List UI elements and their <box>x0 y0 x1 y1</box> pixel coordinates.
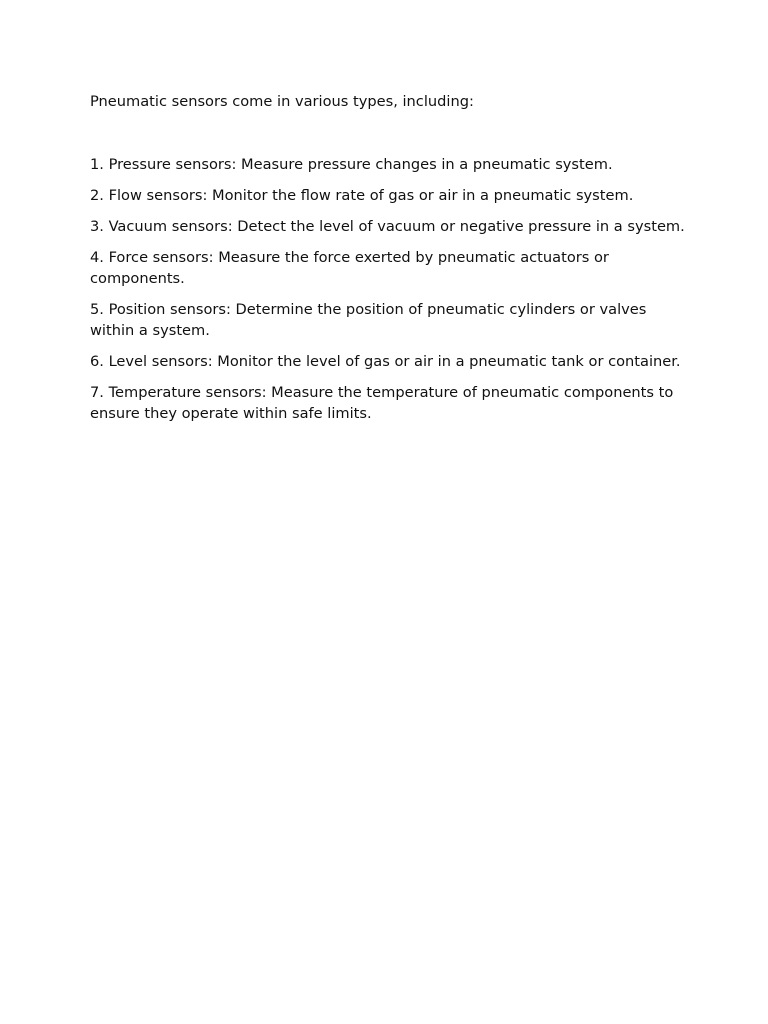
list-item-pressure-sensors: 1. Pressure sensors: Measure pressure changes in a pneumatic system. <box>90 156 613 173</box>
list-item-temperature-sensors: 7. Temperature sensors: Measure the temperature of pneumatic components to ensure they operate within safe limits. <box>90 384 674 422</box>
sensor-type-list <box>90 154 690 424</box>
intro-paragraph: Pneumatic sensors come in various types, including: <box>90 93 474 110</box>
list-item-force-sensors: 4. Force sensors: Measure the force exerted by pneumatic actuators or components. <box>90 249 609 287</box>
list-item-vacuum-sensors: 3. Vacuum sensors: Detect the level of vacuum or negative pressure in a system. <box>90 218 685 235</box>
list-item-position-sensors: 5. Position sensors: Determine the position of pneumatic cylinders or valves within a system. <box>90 301 647 339</box>
list-item-level-sensors: 6. Level sensors: Monitor the level of gas or air in a pneumatic tank or container. <box>90 353 681 370</box>
document-body <box>90 91 690 434</box>
list-item-flow-sensors: 2. Flow sensors: Monitor the flow rate of gas or air in a pneumatic system. <box>90 187 634 204</box>
